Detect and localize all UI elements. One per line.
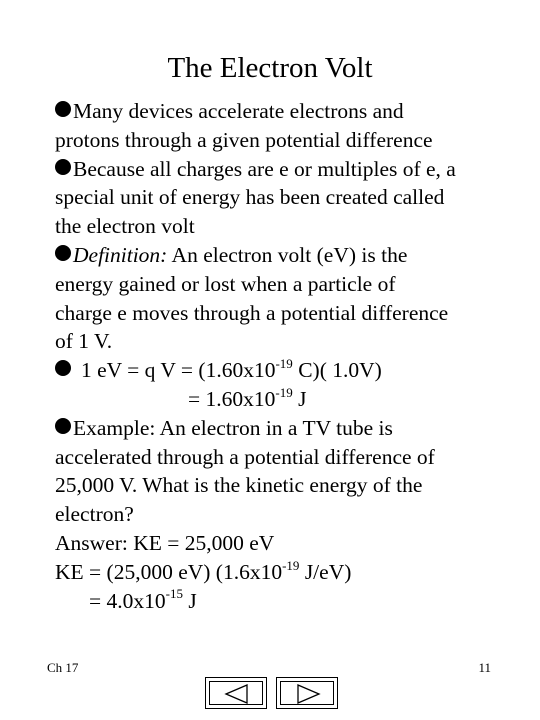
bullet-4-result: = $1.60x10^{-19}$ J <box>188 384 307 411</box>
previous-slide-button[interactable] <box>205 677 267 709</box>
bullet-3-line-2: energy gained or lost when a particle of <box>55 271 396 296</box>
bullet-2-line-3: the electron volt <box>55 214 195 239</box>
slide-body <box>55 97 525 615</box>
answer-line-1: Answer: KE = 25,000 eV <box>55 530 275 555</box>
triangle-right-icon <box>277 678 339 710</box>
bullet-dot-icon <box>55 245 71 261</box>
bullet-1-line-1: Many devices accelerate electrons and <box>55 97 525 126</box>
slide-title: The Electron Volt <box>167 52 373 84</box>
definition-term: Definition: <box>73 242 168 267</box>
bullet-3-line-1: Definition: An electron volt (eV) is the <box>55 241 525 270</box>
bullet-3-line-3: charge e moves through a potential difference <box>55 300 449 325</box>
bullet-5-line-3: 25,000 V. What is the kinetic energy of the <box>55 473 423 498</box>
next-slide-button[interactable] <box>276 677 338 709</box>
bullet-dot-icon <box>55 101 71 117</box>
bullet-4-equation: 1 eV = q $V = (1.60x10^{-19}$ C)( 1.0V) <box>55 356 525 385</box>
bullet-2-line-2: special unit of energy has been created called <box>55 185 445 210</box>
bullet-5-line-4: electron? <box>55 502 134 527</box>
bullet-2-line-1: Because all charges are e or multiples of e, a <box>55 155 525 184</box>
triangle-left-icon <box>206 678 268 710</box>
bullet-dot-icon <box>55 418 71 434</box>
answer-line-3: = $4.0x10^{-15}$ J <box>89 586 197 613</box>
bullet-dot-icon <box>55 159 71 175</box>
footer-page-number: 11 <box>478 660 491 675</box>
footer-chapter: Ch 17 <box>47 660 79 675</box>
bullet-dot-icon <box>55 360 71 376</box>
bullet-1-line-2: protons through a given potential difference <box>55 127 433 152</box>
bullet-3-line-4: of 1 V. <box>55 329 113 354</box>
bullet-5-line-2: accelerated through a potential difference of <box>55 444 435 469</box>
bullet-5-line-1: Example: An electron in a TV tube is <box>55 414 525 443</box>
answer-line-2: KE = (25,000 eV) ($1.6x10^{-19}$ J/eV) <box>55 557 352 584</box>
